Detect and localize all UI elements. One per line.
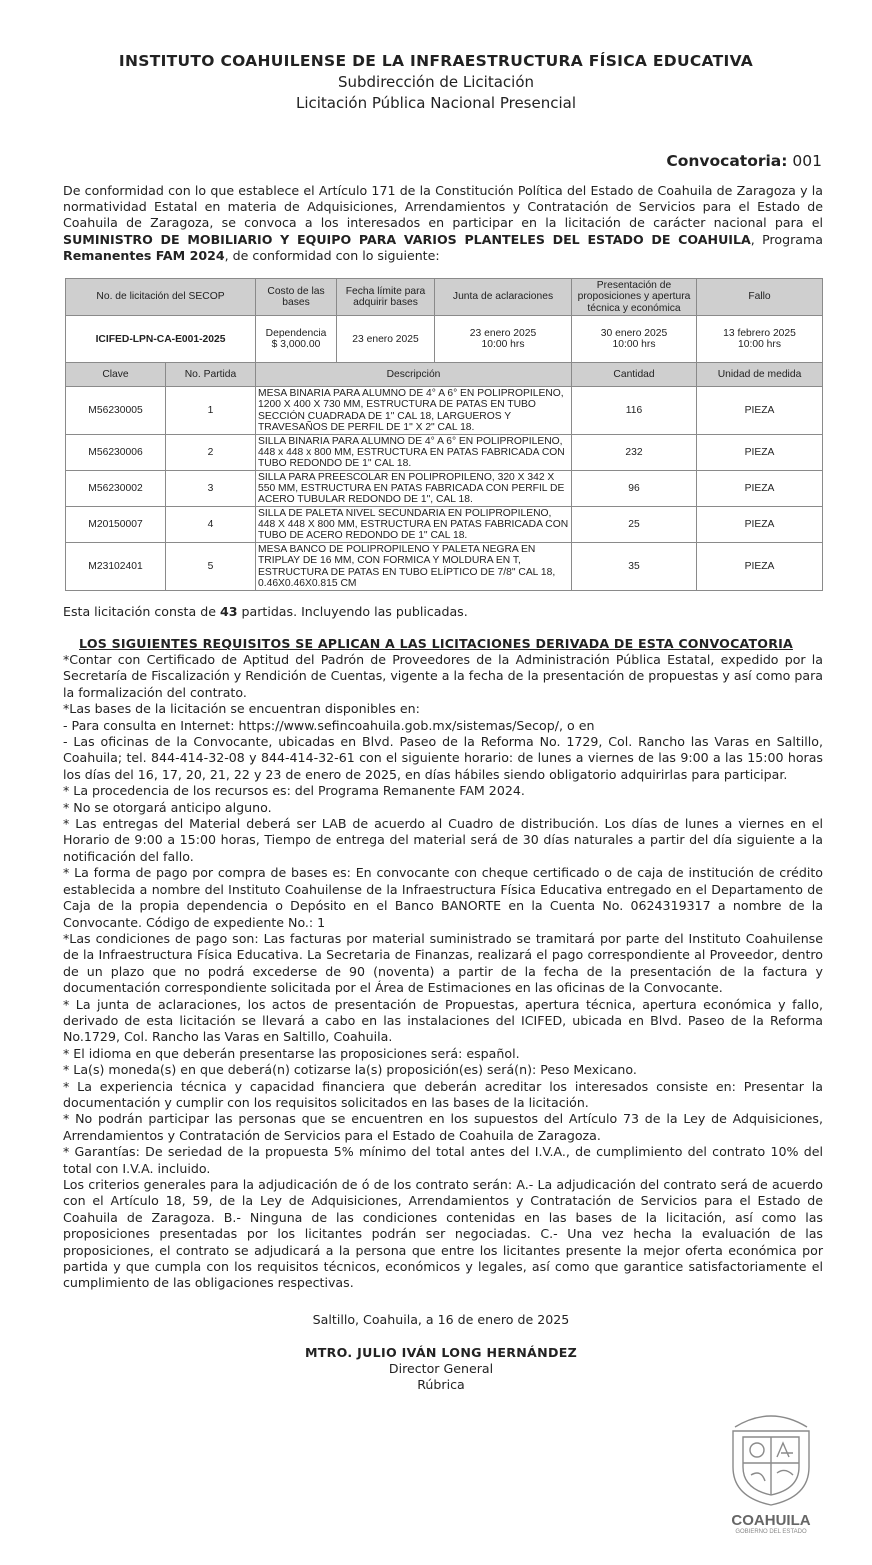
- requirement-paragraph: Los criterios generales para la adjudicación de ó de los contrato serán: A.- La adjudicación del contrato será de acuerdo con el Artículo 18, 59, de la Ley de Adquisiciones, Arrendamientos y Contratación de Servicios para el Estado de Coahuila de Zaragoza. B.- Ninguna de las condiciones contenidas en las bases de la licitación, así como las proposiciones presentadas por los licitantes podrán ser negociadas. C.- Una vez hecha la evaluación de las proposiciones, el contrato se adjudicará a la persona que entre los licitantes presente la mejor oferta económica por partida y que cumpla con los requisitos técnicos, económicos y legales, así como que garantice satisfactoriamente el cumplimiento de las obligaciones respectivas.: [63, 1177, 823, 1291]
- item-cantidad: 35: [572, 543, 697, 591]
- requirement-paragraph: - Para consulta en Internet: https://www.sefincoahuila.gob.mx/sistemas/Secop/, o en: [63, 717, 595, 733]
- item-cantidad: 25: [572, 507, 697, 543]
- header-junta: Junta de aclaraciones: [435, 279, 572, 316]
- coahuila-coat-of-arms-logo: [715, 1405, 827, 1535]
- item-descripcion: SILLA PARA PREESCOLAR EN POLIPROPILENO, 320 X 342 X 550 MM, ESTRUCTURA EN PATAS FABRICADA CON PERFIL DE ACERO TUBULAR REDONDO DE 1", CAL 18.: [256, 471, 572, 507]
- signature-position: Director General: [388, 1361, 494, 1376]
- header-descripcion: Descripción: [256, 363, 572, 387]
- item-cantidad: 96: [572, 471, 697, 507]
- signature-place-date: Saltillo, Coahuila, a 16 de enero de 2025: [312, 1312, 570, 1327]
- tender-junta: [435, 316, 572, 363]
- requirement-paragraph: *Contar con Certificado de Aptitud del Padrón de Proveedores de la Administración Pública Estatal, expedido por la Secretaría de Fiscalización y Rendición de Cuentas, vigente a la fecha de la presentación de propuestas y así como para la formalización del contrato.: [63, 652, 823, 700]
- intro-bold-b: Remanentes FAM 2024: [63, 247, 225, 263]
- tender-cost: [256, 316, 337, 363]
- header-presentation: Presentación de proposiciones y apertura técnica y económica: [572, 279, 697, 316]
- tender-table: [65, 278, 823, 591]
- tender-junta-date: 23 enero 2025: [469, 328, 537, 339]
- header-fallo: Fallo: [697, 279, 823, 316]
- requirement-paragraph: * La junta de aclaraciones, los actos de presentación de Propuestas, apertura técnica, apertura económica y fallo, derivado de esta licitación se llevará a cabo en las instalaciones del ICIFED, ubicada en Blvd. Paseo de la Reforma No.1729, Col. Rancho las Varas en Saltillo, Coahuila.: [63, 996, 823, 1045]
- signature-name: MTRO. JULIO IVÁN LONG HERNÁNDEZ: [304, 1345, 578, 1360]
- items-header-row: [66, 363, 823, 387]
- tender-presentation-time: 10:00 hrs: [612, 339, 656, 350]
- logo-subtitle: GOBIERNO DEL ESTADO: [735, 1529, 807, 1535]
- tender-fallo-date: 13 febrero 2025: [723, 328, 796, 339]
- partidas-note-before: Esta licitación consta de: [63, 604, 220, 619]
- item-clave: M56230005: [66, 387, 166, 435]
- convocatoria-number: [666, 152, 822, 170]
- requirement-paragraph: * La experiencia técnica y capacidad financiera que deberán acreditar los interesados consiste en: Presentar la documentación y cumplir con los requisitos solicitados en las bases de la licitación.: [63, 1078, 823, 1110]
- item-unidad: PIEZA: [697, 507, 823, 543]
- tender-presentation-date: 30 enero 2025: [600, 328, 668, 339]
- requirement-paragraph: - Las oficinas de la Convocante, ubicadas en Blvd. Paseo de la Reforma No. 1729, Col. Rancho las Varas en Saltillo, Coahuila; tel. 844-414-32-08 y 844-414-32-61 con el siguiente horario: de lunes a viernes de las 9:00 a las 15:00 horas los días del 16, 17, 20, 21, 22 y 23 de enero de 2025, en días hábiles siendo obligatorio adquirirlas para participar.: [63, 734, 823, 782]
- requirement-paragraph: *Las bases de la licitación se encuentran disponibles en:: [63, 701, 420, 717]
- requirement-paragraph: * Las entregas del Material deberá ser LAB de acuerdo al Cuadro de distribución. Los días de lunes a viernes en el Horario de 9:00 a 15:00 horas, Tiempo de entrega del material será de 30 días naturales a partir del día siguiente a la notificación del fallo.: [63, 816, 823, 864]
- requirement-paragraph: * La forma de pago por compra de bases es: En convocante con cheque certificado o de caja de institución de crédito establecida a nombre del Instituto Coahuilense de la Infraestructura Física Educativa entregado en el Departamento de Caja de la propia dependencia o Depósito en el Banco BANORTE en la Cuenta No. 0624319317 a nombre de la Convocante. Código de expediente No.: 1: [63, 865, 823, 930]
- requirement-paragraph: * Garantías: De seriedad de la propuesta 5% mínimo del total antes del I.V.A., de cumplimiento del contrato 10% del total con I.V.A. incluido.: [63, 1144, 823, 1176]
- tender-type-title: Licitación Pública Nacional Presencial: [295, 94, 577, 112]
- tender-cost-line1: Dependencia: [265, 328, 327, 339]
- header-cost: Costo de las bases: [256, 279, 337, 316]
- item-row: [66, 543, 823, 591]
- intro-text-a: De conformidad con lo que establece el Artículo 171 de la Constitución Política del Estado de Coahuila de Zaragoza y la normatividad Estatal en materia de Adquisiciones, Arrendamientos y Contratación de Servicios para el Estado de Coahuila de Zaragoza, se convoca a los interesados en participar en la licitación de carácter nacional para el: [63, 183, 823, 231]
- convocatoria-label: Convocatoria:: [666, 152, 788, 170]
- item-partida: 3: [166, 471, 256, 507]
- item-descripcion: MESA BANCO DE POLIPROPILENO Y PALETA NEGRA EN TRIPLAY DE 16 MM, CON FORMICA Y MOLDURA EN T, ESTRUCTURA DE PATAS EN TUBO ELÍPTICO DE 7/8" CAL 18, 0.46X0.46X0.815 CM: [256, 543, 572, 591]
- tender-data-row: [66, 316, 823, 363]
- header-deadline: Fecha límite para adquirir bases: [337, 279, 435, 316]
- tender-cost-line2: $ 3,000.00: [271, 339, 321, 350]
- header-clave: Clave: [66, 363, 166, 387]
- item-clave: M56230006: [66, 435, 166, 471]
- logo-tree-emblem: [777, 1443, 793, 1457]
- header-tender-number: No. de licitación del SECOP: [66, 279, 256, 316]
- requirement-paragraph: * La(s) moneda(s) en que deberá(n) cotizarse la(s) proposición(es) será(n): Peso Mexicano.: [63, 1062, 637, 1078]
- item-partida: 1: [166, 387, 256, 435]
- requirement-paragraph: * No se otorgará anticipo alguno.: [63, 799, 272, 815]
- requirement-paragraph: * No podrán participar las personas que se encuentren en los supuestos del Artículo 73 de la Ley de Adquisiciones, Arrendamientos y Contratación de Servicios para el Estado de Coahuila de Zaragoza.: [63, 1111, 823, 1143]
- item-descripcion: SILLA BINARIA PARA ALUMNO DE 4° A 6° EN POLIPROPILENO, 448 x 448 x 800 MM, ESTRUCTURA EN PATAS FABRICADA CON TUBO REDONDO DE 1" CAL 18.: [256, 435, 572, 471]
- logo-river-emblem: [751, 1473, 765, 1481]
- item-cantidad: 232: [572, 435, 697, 471]
- tender-deadline: 23 enero 2025: [337, 316, 435, 363]
- item-row: [66, 387, 823, 435]
- header-cantidad: Cantidad: [572, 363, 697, 387]
- requirement-paragraph: * El idioma en que deberán presentarse las proposiciones será: español.: [63, 1045, 520, 1061]
- item-unidad: PIEZA: [697, 471, 823, 507]
- intro-text-c: , de conformidad con lo siguiente:: [224, 247, 440, 263]
- item-partida: 4: [166, 507, 256, 543]
- intro-paragraph: [63, 183, 823, 264]
- item-cantidad: 116: [572, 387, 697, 435]
- logo-sun-emblem: [750, 1443, 764, 1457]
- requirement-paragraph: *Las condiciones de pago son: Las facturas por material suministrado se tramitará por parte del Instituto Coahuilense de la Infraestructura Física Educativa. La Secretaria de Finanzas, realizará el pago correspondiente al Proveedor, dentro de un plazo que no podrá excederse de 90 (noventa) a partir de la fecha de la presentación de la factura y documentación correspondiente solicitada por el Área de Estimaciones en las oficinas de la Convocante.: [63, 930, 823, 996]
- item-row: [66, 471, 823, 507]
- item-row: [66, 507, 823, 543]
- convocatoria-value: 001: [792, 152, 822, 170]
- header-unidad: Unidad de medida: [697, 363, 823, 387]
- tender-header-row: [66, 279, 823, 316]
- subdirection-title: Subdirección de Licitación: [337, 73, 535, 91]
- partidas-note-after: partidas. Incluyendo las publicadas.: [237, 604, 468, 619]
- signature-rubrica: Rúbrica: [417, 1377, 465, 1392]
- item-row: [66, 435, 823, 471]
- logo-crest-arc: [735, 1416, 807, 1427]
- tender-junta-time: 10:00 hrs: [481, 339, 525, 350]
- item-clave: M56230002: [66, 471, 166, 507]
- intro-bold-a: SUMINISTRO DE MOBILIARIO Y EQUIPO PARA VARIOS PLANTELES DEL ESTADO DE COAHUILA: [63, 231, 751, 247]
- logo-horse-emblem: [777, 1470, 793, 1475]
- item-descripcion: SILLA DE PALETA NIVEL SECUNDARIA EN POLIPROPILENO, 448 X 448 X 800 MM, ESTRUCTURA EN PATAS FABRICADA CON TUBO DE ACERO REDONDO DE 1" CAL 18.: [256, 507, 572, 543]
- tender-number: ICIFED-LPN-CA-E001-2025: [66, 316, 256, 363]
- item-clave: M20150007: [66, 507, 166, 543]
- intro-text-b: , Programa: [750, 231, 823, 247]
- item-partida: 5: [166, 543, 256, 591]
- item-unidad: PIEZA: [697, 543, 823, 591]
- tender-fallo: [697, 316, 823, 363]
- tender-presentation: [572, 316, 697, 363]
- requirement-paragraph: * La procedencia de los recursos es: del Programa Remanente FAM 2024.: [63, 783, 525, 799]
- item-descripcion: MESA BINARIA PARA ALUMNO DE 4° A 6° EN POLIPROPILENO, 1200 X 400 X 730 MM, ESTRUCTURA DE PATAS EN TUBO SECCIÓN CUADRADA DE 1" CAL 18, LARGUEROS Y TRAVESAÑOS DE PERFIL DE 1" X 2" CAL 18.: [256, 387, 572, 435]
- item-unidad: PIEZA: [697, 387, 823, 435]
- requirements-title: LOS SIGUIENTES REQUISITOS SE APLICAN A LAS LICITACIONES DERIVADA DE ESTA CONVOCATORIA: [79, 636, 793, 651]
- header-partida: No. Partida: [166, 363, 256, 387]
- requirements-list: [63, 652, 823, 1292]
- item-clave: M23102401: [66, 543, 166, 591]
- institution-title: INSTITUTO COAHUILENSE DE LA INFRAESTRUCTURA FÍSICA EDUCATIVA: [118, 52, 754, 70]
- logo-name: COAHUILA: [731, 1512, 811, 1529]
- item-partida: 2: [166, 435, 256, 471]
- partidas-count: 43: [219, 604, 238, 619]
- partidas-note: [63, 604, 468, 619]
- tender-fallo-time: 10:00 hrs: [738, 339, 781, 350]
- item-unidad: PIEZA: [697, 435, 823, 471]
